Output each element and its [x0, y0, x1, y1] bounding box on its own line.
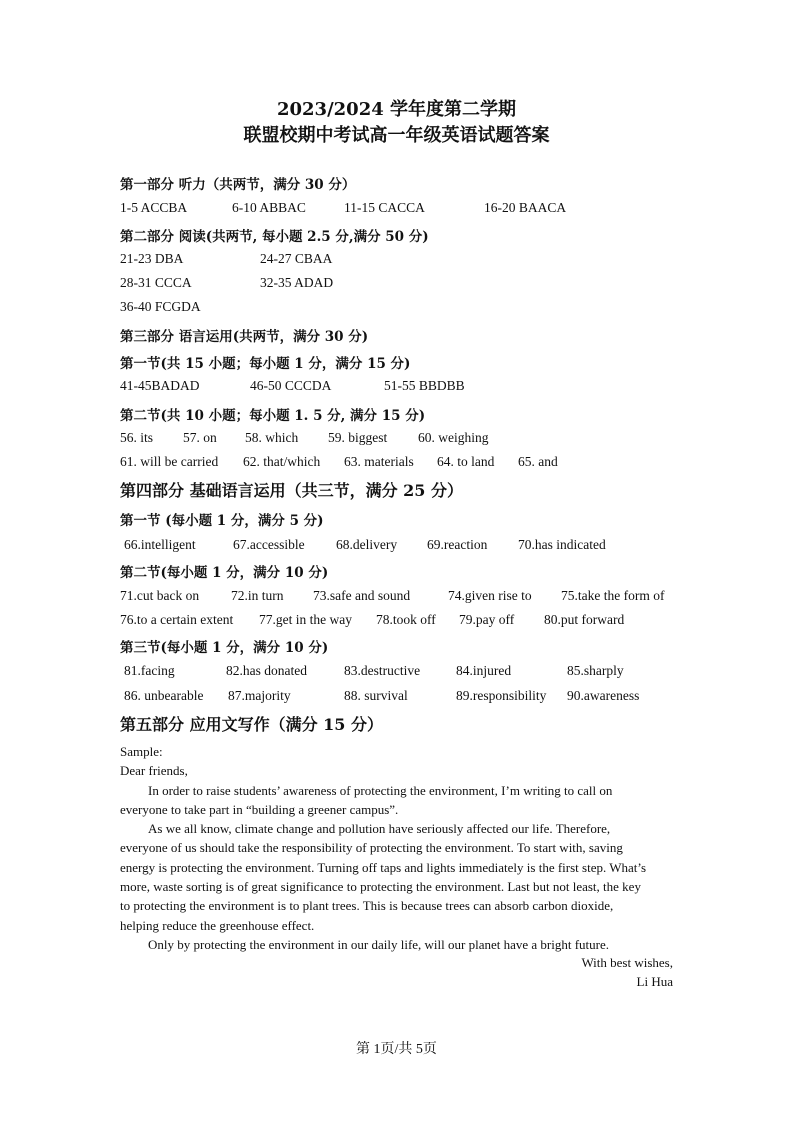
answer-item: 80.put forward	[544, 612, 625, 627]
letter-closing: With best wishes,	[581, 955, 673, 970]
answer-item: 82.has donated	[226, 663, 307, 678]
answer-item: 56. its	[120, 430, 154, 445]
sample-label: Sample:	[120, 744, 163, 759]
part4-section2-heading: 第二节(每小题 1 分，满分 10 分)	[120, 565, 329, 581]
answer-item: 68.delivery	[336, 537, 398, 552]
document-title-line1: 2023/2024 学年度第二学期	[276, 99, 517, 120]
sample-essay	[120, 742, 652, 954]
answer-item: 78.took off	[376, 612, 436, 627]
answer-item: 60. weighing	[418, 430, 489, 445]
answer-item: 74.given rise to	[448, 588, 532, 603]
answer-item: 70.has indicated	[518, 537, 606, 552]
part5-heading: 第五部分 应用文写作（满分 15 分）	[120, 715, 383, 734]
answer-item: 32-35 ADAD	[260, 275, 334, 290]
part3-heading: 第三部分 语言运用(共两节，满分 30 分)	[120, 329, 369, 345]
document-title-line2: 联盟校期中考试高一年级英语试题答案	[243, 125, 550, 146]
answer-item: 51-55 BBDBB	[384, 378, 465, 393]
letter-paragraph: In order to raise students’ awareness of protecting the environment, I’m writing to call on everyone to take part in “building a greener campus”.	[120, 782, 613, 817]
answer-item: 72.in turn	[231, 588, 284, 603]
answer-item: 86. unbearable	[124, 688, 204, 703]
answer-item: 57. on	[183, 430, 217, 445]
answer-item: 46-50 CCCDA	[250, 378, 332, 393]
answer-item: 65. and	[518, 454, 558, 469]
answer-item: 76.to a certain extent	[120, 612, 234, 627]
page-number-footer: 第 1页/共 5页	[356, 1042, 437, 1057]
answer-item: 64. to land	[437, 454, 495, 469]
letter-paragraph: As we all know, climate change and pollution have seriously affected our life. Therefore, everyone of us should take the responsibility of protecting the environment. To start with, saving energy is protecting the environment. Turning off taps and lights immediately is the first step. What’s more, waste sorting is of great significance to protecting the environment. Last but not least, the key to protecting the environment is to plant trees. This is because trees can absorb carbon dioxide, helping reduce the greenhouse effect.	[120, 821, 647, 933]
part3-section2-heading: 第二节(共 10 小题；每小题 1. 5 分, 满分 15 分)	[120, 408, 426, 424]
answer-item: 66.intelligent	[124, 537, 196, 552]
answer-item: 71.cut back on	[120, 588, 200, 603]
answer-item: 88. survival	[344, 688, 408, 703]
answer-item: 21-23 DBA	[120, 251, 184, 266]
answer-item: 77.get in the way	[259, 612, 352, 627]
letter-paragraph: Only by protecting the environment in our daily life, will our planet have a bright future.	[148, 936, 610, 952]
answer-item: 67.accessible	[233, 537, 305, 552]
part4-section3-heading: 第三节(每小题 1 分，满分 10 分)	[120, 640, 329, 656]
answer-item: 85.sharply	[567, 663, 624, 678]
answer-item: 84.injured	[456, 663, 512, 678]
answer-item: 83.destructive	[344, 663, 421, 678]
answer-item: 75.take the form of	[561, 588, 665, 603]
answer-item: 16-20 BAACA	[484, 200, 567, 215]
answer-item: 11-15 CACCA	[344, 200, 425, 215]
answer-item: 63. materials	[344, 454, 414, 469]
answer-item: 61. will be carried	[120, 454, 219, 469]
answer-item: 6-10 ABBAC	[232, 200, 306, 215]
answer-item: 87.majority	[228, 688, 291, 703]
part1-heading: 第一部分 听力（共两节，满分 30 分）	[120, 177, 356, 193]
answer-item: 1-5 ACCBA	[120, 200, 188, 215]
answer-item: 69.reaction	[427, 537, 488, 552]
part2-heading: 第二部分 阅读(共两节, 每小题 2.5 分,满分 50 分)	[120, 229, 429, 245]
part4-heading: 第四部分 基础语言运用（共三节，满分 25 分）	[120, 481, 463, 500]
answer-item: 90.awareness	[567, 688, 640, 703]
answer-item: 58. which	[245, 430, 299, 445]
letter-signature: Li Hua	[636, 974, 673, 989]
answer-item: 59. biggest	[328, 430, 388, 445]
letter-greeting: Dear friends,	[120, 763, 188, 779]
answer-item: 62. that/which	[243, 454, 321, 469]
answer-item: 81.facing	[124, 663, 175, 678]
answer-item: 79.pay off	[459, 612, 515, 627]
answer-item: 89.responsibility	[456, 688, 547, 703]
answer-item: 24-27 CBAA	[260, 251, 333, 266]
answer-item: 36-40 FCGDA	[120, 299, 201, 314]
part4-section1-heading: 第一节 (每小题 1 分，满分 5 分)	[120, 513, 324, 529]
answer-item: 41-45BADAD	[120, 378, 200, 393]
answer-item: 28-31 CCCA	[120, 275, 192, 290]
answer-item: 73.safe and sound	[313, 588, 411, 603]
part3-section1-heading: 第一节(共 15 小题；每小题 1 分，满分 15 分)	[120, 356, 411, 372]
